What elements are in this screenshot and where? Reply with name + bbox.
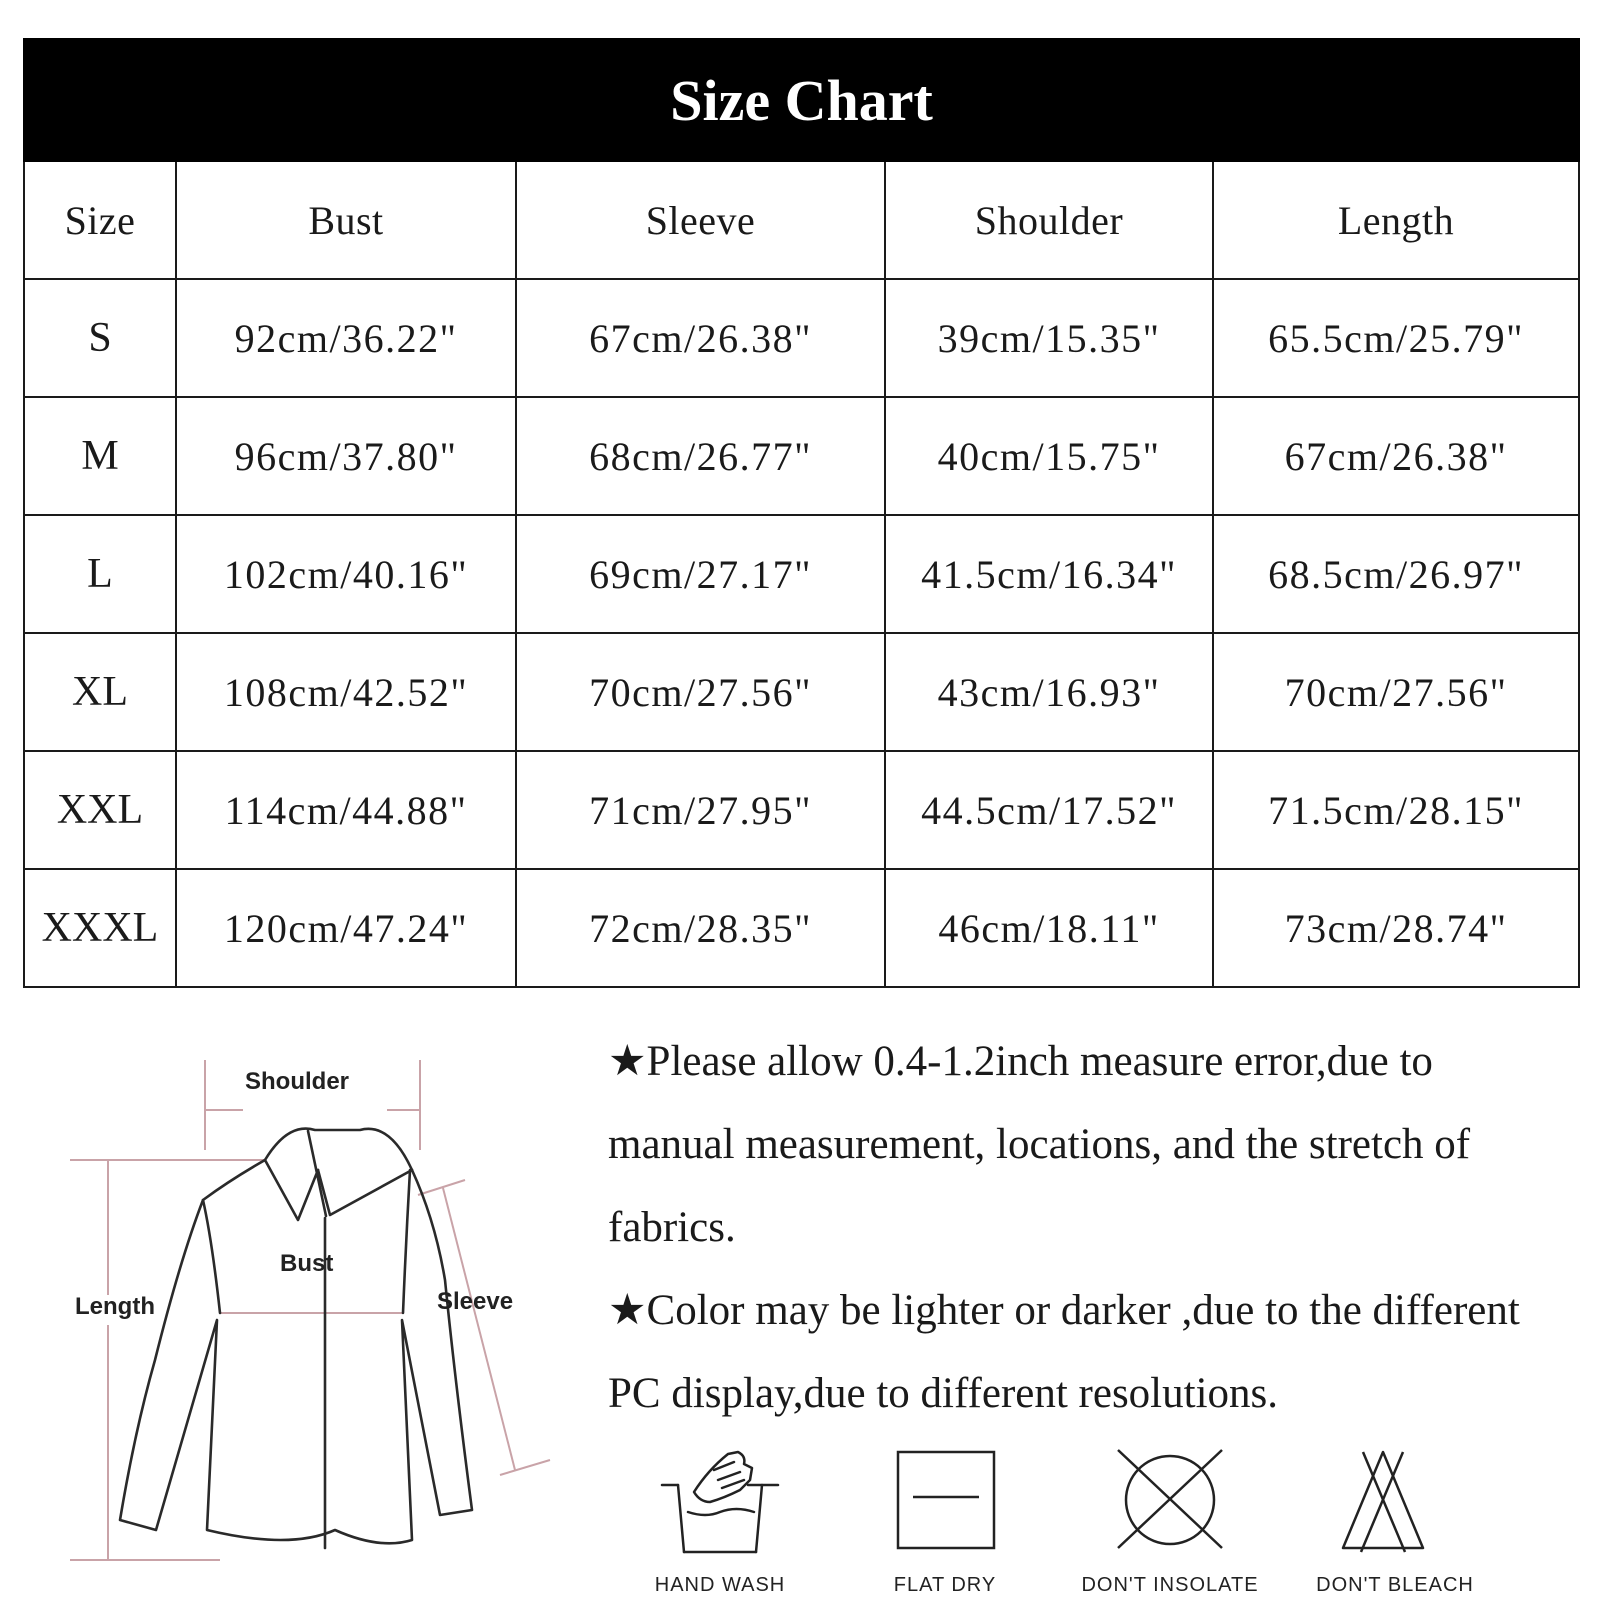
shoulder-cell: 43cm/16.93": [885, 633, 1213, 751]
column-header-size: Size: [24, 161, 176, 279]
length-cell: 71.5cm/28.15": [1213, 751, 1579, 869]
size-cell: L: [24, 515, 176, 633]
bust-cell: 120cm/47.24": [176, 869, 516, 987]
length-cell: 67cm/26.38": [1213, 397, 1579, 515]
bust-cell: 114cm/44.88": [176, 751, 516, 869]
diagram-label-length: Length: [75, 1293, 155, 1320]
size-cell: XL: [24, 633, 176, 751]
size-cell: XXXL: [24, 869, 176, 987]
sleeve-cell: 70cm/27.56": [516, 633, 885, 751]
flat-dry-icon: [835, 1440, 1055, 1570]
length-cell: 68.5cm/26.97": [1213, 515, 1579, 633]
header-row: [24, 161, 1579, 279]
chart-title: Size Chart: [24, 39, 1579, 161]
length-cell: 70cm/27.56": [1213, 633, 1579, 751]
bust-cell: 102cm/40.16": [176, 515, 516, 633]
shoulder-cell: 46cm/18.11": [885, 869, 1213, 987]
care-hand-wash: [610, 1440, 830, 1600]
table-row: [24, 751, 1579, 869]
shirt-measurement-diagram: [60, 1030, 580, 1590]
diagram-label-shoulder: Shoulder: [245, 1068, 350, 1095]
shoulder-cell: 44.5cm/17.52": [885, 751, 1213, 869]
dont-bleach-icon: [1285, 1440, 1505, 1570]
length-cell: 65.5cm/25.79": [1213, 279, 1579, 397]
notes-section: [608, 1020, 1568, 1435]
shoulder-cell: 41.5cm/16.34": [885, 515, 1213, 633]
column-header-length: Length: [1213, 161, 1579, 279]
diagram-label-bust: Bust: [280, 1250, 334, 1277]
note-measure-error: ★Please allow 0.4-1.2inch measure error,due to manual measurement, locations, and the stretch of fabrics.: [608, 1038, 1471, 1251]
column-header-sleeve: Sleeve: [516, 161, 885, 279]
sleeve-cell: 72cm/28.35": [516, 869, 885, 987]
shoulder-cell: 40cm/15.75": [885, 397, 1213, 515]
bust-cell: 108cm/42.52": [176, 633, 516, 751]
sleeve-cell: 67cm/26.38": [516, 279, 885, 397]
table-row: [24, 279, 1579, 397]
care-flat-dry: [835, 1440, 1055, 1600]
table-row: [24, 869, 1579, 987]
sleeve-cell: 68cm/26.77": [516, 397, 885, 515]
title-row: [24, 39, 1579, 161]
table-row: [24, 397, 1579, 515]
care-label: HAND WASH: [654, 1574, 786, 1596]
care-dont-insolate: [1060, 1440, 1280, 1600]
table-row: [24, 633, 1579, 751]
care-label: DON'T BLEACH: [1316, 1574, 1474, 1596]
care-dont-bleach: [1285, 1440, 1505, 1600]
table-row: [24, 515, 1579, 633]
length-cell: 73cm/28.74": [1213, 869, 1579, 987]
size-cell: M: [24, 397, 176, 515]
bust-cell: 96cm/37.80": [176, 397, 516, 515]
size-cell: XXL: [24, 751, 176, 869]
hand-wash-icon: [610, 1440, 830, 1570]
column-header-bust: Bust: [176, 161, 516, 279]
shoulder-cell: 39cm/15.35": [885, 279, 1213, 397]
sleeve-cell: 69cm/27.17": [516, 515, 885, 633]
size-chart-table: [23, 38, 1580, 988]
bust-cell: 92cm/36.22": [176, 279, 516, 397]
dont-insolate-icon: [1060, 1440, 1280, 1570]
note-color-variation: ★Color may be lighter or darker ,due to the different PC display,due to different resolutions.: [608, 1287, 1520, 1417]
sleeve-cell: 71cm/27.95": [516, 751, 885, 869]
column-header-shoulder: Shoulder: [885, 161, 1213, 279]
care-label: DON'T INSOLATE: [1081, 1574, 1259, 1596]
care-label: FLAT DRY: [893, 1574, 997, 1596]
diagram-label-sleeve: Sleeve: [437, 1288, 514, 1315]
size-cell: S: [24, 279, 176, 397]
